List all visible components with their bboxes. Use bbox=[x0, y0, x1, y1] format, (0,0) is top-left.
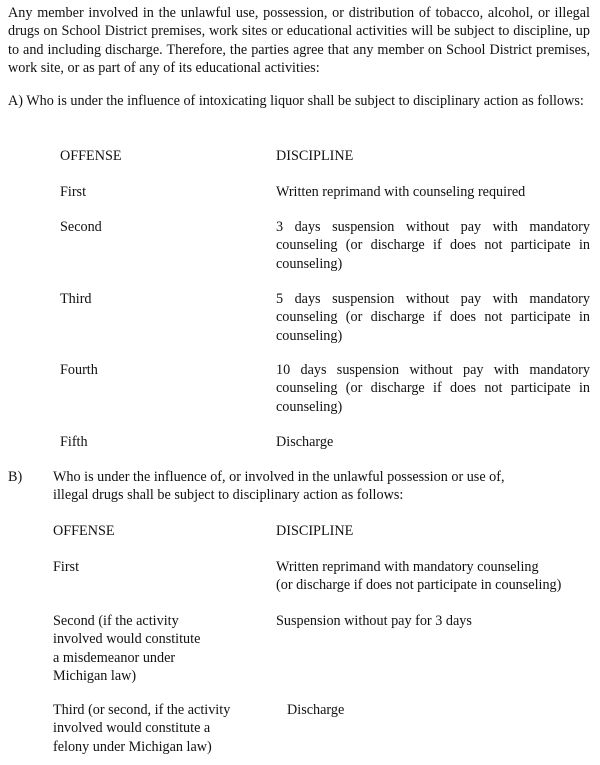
section-a-text: A) Who is under the influence of intoxicating liquor shall be subject to disciplinary action as follows: bbox=[8, 93, 584, 109]
section-b-discipline-3 bbox=[287, 701, 344, 719]
section-b-offense-3 bbox=[53, 701, 230, 756]
offense-line: Michigan law) bbox=[53, 667, 137, 684]
section-b-discipline-1 bbox=[276, 558, 586, 595]
section-b-label: B) bbox=[8, 469, 23, 485]
section-a-discipline-header: DISCIPLINE bbox=[276, 148, 354, 164]
section-a-discipline-2: 3 days suspension without pay with mandatory counseling (or discharge if does not participate in counseling) bbox=[276, 219, 590, 272]
offense-line: felony under Michigan law) bbox=[53, 738, 212, 755]
section-a-offense-2: Second bbox=[60, 219, 102, 235]
section-a-discipline-1: Written reprimand with counseling required bbox=[276, 184, 526, 200]
discipline-line: (or discharge if does not participate in counseling) bbox=[276, 577, 562, 594]
offense-line: involved would constitute a bbox=[53, 720, 211, 737]
section-a-offense-5: Fifth bbox=[60, 434, 88, 450]
section-a-discipline-3: 5 days suspension without pay with mandatory counseling (or discharge if does not participate in counseling) bbox=[276, 291, 590, 344]
offense-line: First bbox=[53, 559, 80, 575]
section-b-text-line: Who is under the influence of, or involved in the unlawful possession or use of, bbox=[53, 469, 505, 485]
section-b-offense-1 bbox=[53, 558, 79, 576]
discipline-line: Written reprimand with mandatory counseling bbox=[276, 559, 539, 575]
section-a-offense-1: First bbox=[60, 184, 87, 200]
offense-line: involved would constitute bbox=[53, 631, 201, 648]
section-b-text-line: illegal drugs shall be subject to disciplinary action as follows: bbox=[53, 487, 404, 504]
section-b-discipline-header: DISCIPLINE bbox=[276, 523, 354, 539]
intro-paragraph: Any member involved in the unlawful use, possession, or distribution of tobacco, alcohol, or illegal drugs on School District premises, work sites or educational activities will be subject to discipline, up to and including discharge. Therefore, the parties agree that any member on School District premises, work site, or as part of any of its educational activities: bbox=[8, 5, 590, 76]
section-a-discipline-4: 10 days suspension without pay with mandatory counseling (or discharge if does not participate in counseling) bbox=[276, 362, 590, 415]
section-b-discipline-2 bbox=[276, 612, 586, 630]
section-a-offense-4: Fourth bbox=[60, 362, 98, 378]
offense-line: a misdemeanor under bbox=[53, 649, 176, 666]
discipline-line: Suspension without pay for 3 days bbox=[276, 613, 472, 629]
section-a-offense-3: Third bbox=[60, 291, 92, 307]
section-b-offense-header: OFFENSE bbox=[53, 523, 115, 539]
section-a-discipline-5: Discharge bbox=[276, 434, 334, 450]
offense-line: Third (or second, if the activity bbox=[53, 702, 231, 718]
section-a-offense-header: OFFENSE bbox=[60, 148, 122, 164]
offense-line: Second (if the activity bbox=[53, 613, 179, 629]
discipline-line: Discharge bbox=[287, 702, 345, 718]
section-b-offense-2 bbox=[53, 612, 200, 685]
section-b-text bbox=[53, 468, 583, 505]
